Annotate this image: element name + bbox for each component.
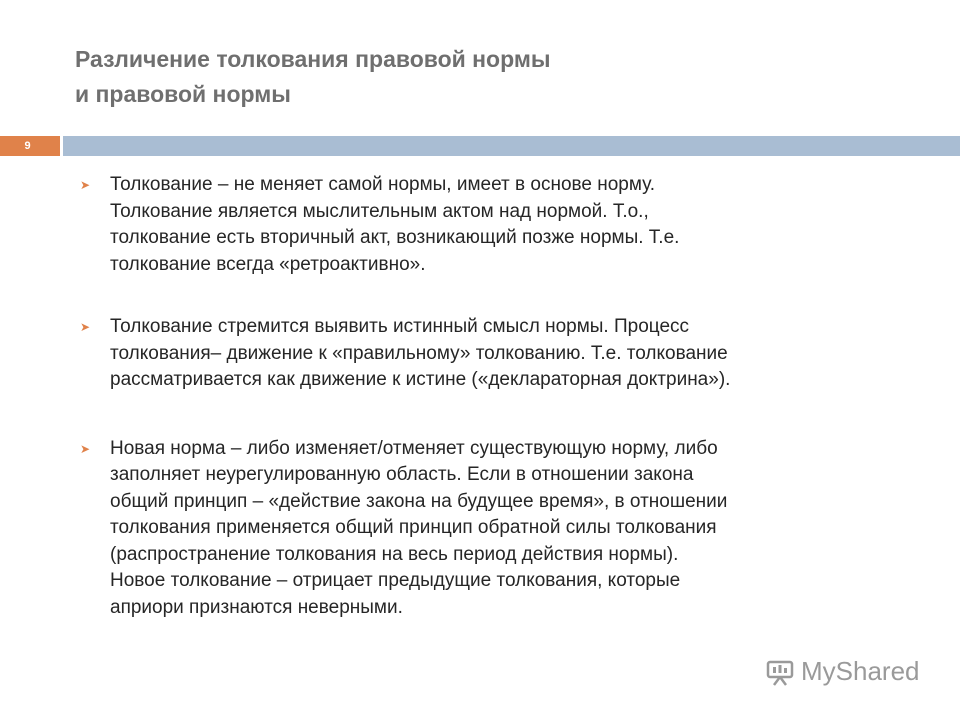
bullet-line: Новая норма – либо изменяет/отменяет существующую норму, либо xyxy=(110,437,718,459)
arrow-bullet-icon: ➤ xyxy=(80,320,91,334)
bullet-item xyxy=(80,436,910,622)
header-band xyxy=(63,136,960,156)
myshared-logo-icon xyxy=(765,657,795,687)
bullet-line: толкование всегда «ретроактивно». xyxy=(110,253,426,275)
slide-title-line: Различение толкования правовой нормы xyxy=(75,46,551,72)
bullet-item xyxy=(80,314,910,394)
watermark-text: MyShared xyxy=(801,656,920,686)
bullet-list xyxy=(80,172,910,657)
bullet-line: толкования– движение к «правильному» толкованию. Т.е. толкование xyxy=(110,342,728,364)
bullet-line: заполняет неурегулированную область. Если в отношении закона xyxy=(110,464,694,485)
watermark xyxy=(765,656,920,687)
bullet-line: (распространение толкования на весь период действия нормы). xyxy=(110,543,679,565)
bullet-item xyxy=(80,172,910,278)
arrow-bullet-icon: ➤ xyxy=(80,178,91,192)
slide-number: 9 xyxy=(24,140,31,152)
bullet-line: Толкование – не меняет самой нормы, имеет в основе норму. xyxy=(110,174,656,195)
bullet-line: Новое толкование – отрицает предыдущие толкования, которые xyxy=(110,570,681,591)
bullet-line: априори признаются неверными. xyxy=(110,596,403,618)
slide-title xyxy=(75,42,895,112)
bullet-line: рассматривается как движение к истине («деклараторная доктрина»). xyxy=(110,369,731,390)
slide-title-line: и правовой нормы xyxy=(75,81,291,107)
bullet-line: общий принцип – «действие закона на будущее время», в отношении xyxy=(110,490,728,512)
bullet-line: Толкование стремится выявить истинный смысл нормы. Процесс xyxy=(110,316,690,337)
bullet-line: Толкование является мыслительным актом над нормой. Т.о., xyxy=(110,200,649,222)
bullet-line: толкования применяется общий принцип обратной силы толкования xyxy=(110,517,717,538)
arrow-bullet-icon: ➤ xyxy=(80,441,91,456)
bullet-line: толкование есть вторичный акт, возникающий позже нормы. Т.е. xyxy=(110,227,680,248)
